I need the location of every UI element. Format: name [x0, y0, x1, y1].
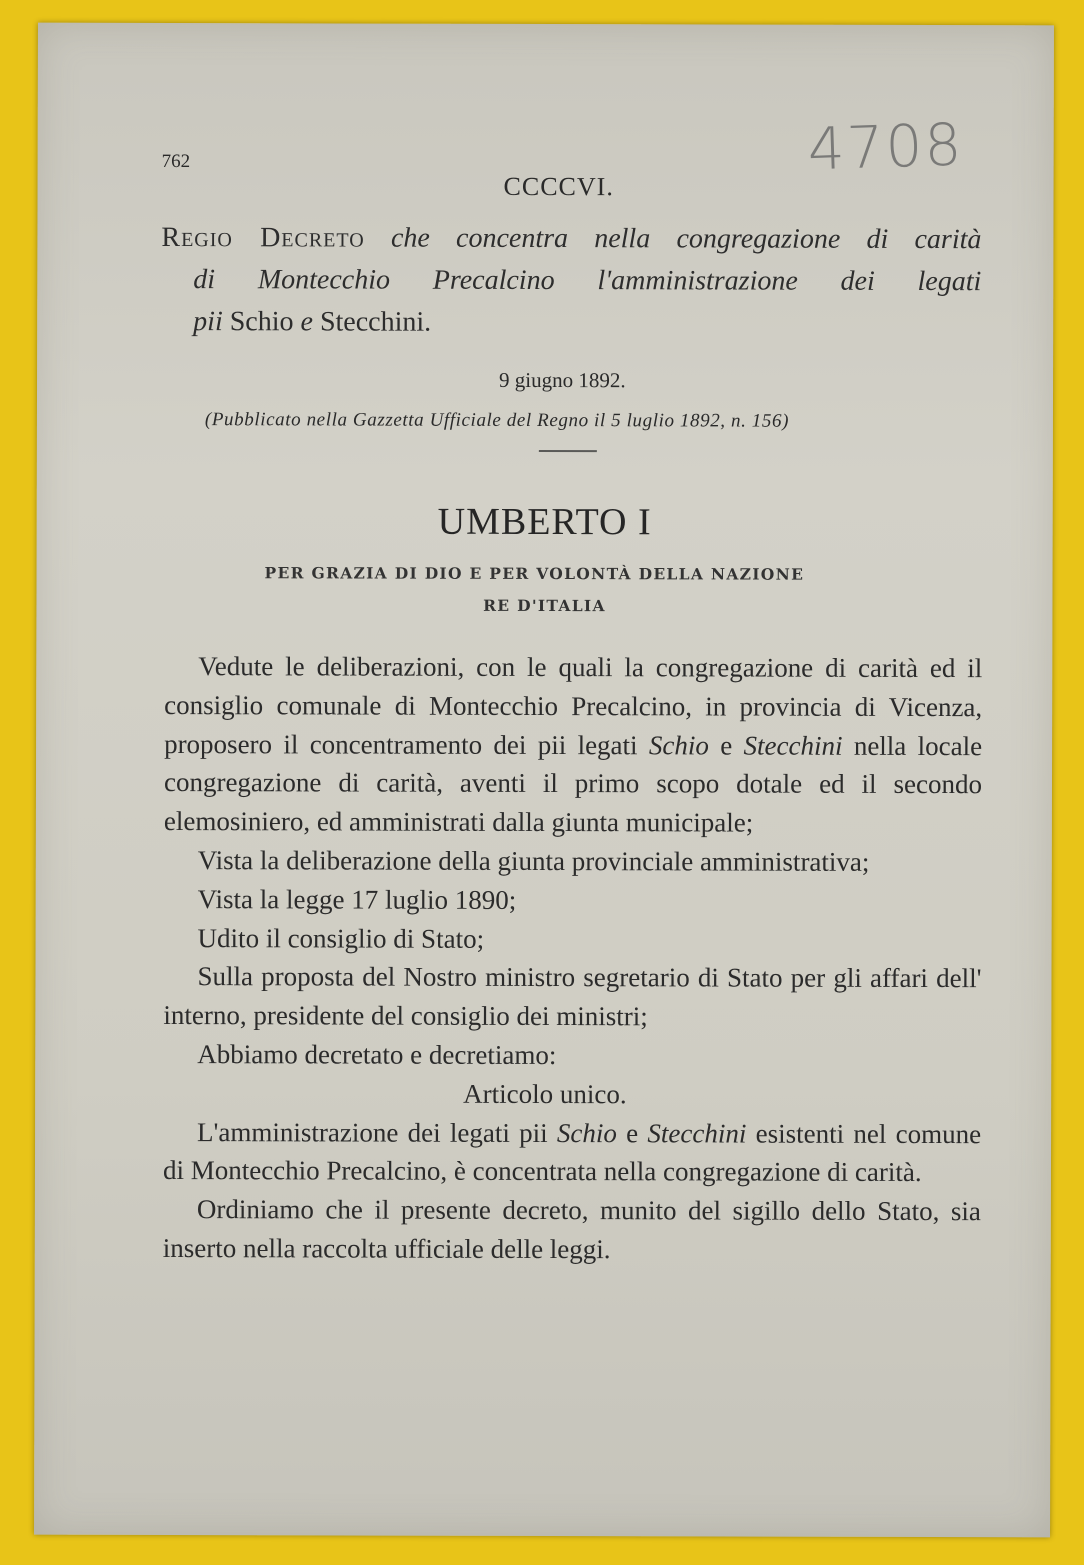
- grace-line: PER GRAZIA DI DIO E PER VOLONTÀ DELLA NAZIONE: [264, 563, 805, 584]
- decree-title-lead: Regio Decreto: [161, 221, 365, 254]
- page-number: 762: [161, 150, 191, 173]
- document-page: [34, 23, 1054, 1538]
- paragraph-vedute: [164, 647, 983, 843]
- conjunction-2: e: [626, 1117, 639, 1148]
- legato-stecchini-2: Stecchini: [647, 1117, 747, 1149]
- conjunction: e: [720, 730, 733, 761]
- decree-title-line-2: di Montecchio Precalcino l'amministrazione dei legati: [193, 264, 982, 298]
- paragraph-vista-legge: Vista la legge 17 luglio 1890;: [197, 883, 517, 915]
- paragraph-proposta: Sulla proposta del Nostro ministro segretario di Stato per gli affari dell' interno, presidente del consiglio dei ministri;: [163, 961, 982, 1032]
- paragraph-vista-deliberazione: Vista la deliberazione della giunta provinciale amministrativa;: [197, 845, 870, 877]
- publication-note: (Pubblicato nella Gazzetta Ufficiale del Regno il 5 luglio 1892, n. 156): [204, 409, 790, 432]
- decree-title: [161, 217, 981, 345]
- legato-stecchini: Stecchini: [743, 730, 843, 761]
- paragraph-amministrazione-text-a: L'amministrazione dei legati pii: [197, 1116, 548, 1148]
- paragraph-decretato: Abbiamo decretato e decretiamo:: [197, 1039, 557, 1071]
- decree-title-schio: Schio: [229, 306, 294, 338]
- decree-title-line1-rest: che concentra nella congregazione di carità: [390, 222, 982, 256]
- realm-line: RE D'ITALIA: [483, 595, 606, 616]
- decree-title-pii: pii: [193, 306, 223, 338]
- handwritten-note: 4708: [806, 110, 965, 184]
- paragraph-amministrazione-text-b: esistenti nel comune di Montecchio Precalcino, è concentrata nella congregazione di carità.: [162, 1118, 982, 1188]
- paragraph-vedute-text-a: Vedute le deliberazioni, con le quali la congregazione di carità ed il consiglio comunale di Montecchio Precalcino, in provincia di Vicenza, proposero il concentramento dei pii legati: [164, 651, 983, 760]
- decree-body: [163, 647, 983, 1270]
- paragraph-vedute-text-b: nella locale congregazione di carità, aventi il primo scopo dotale ed il secondo elemosiniero, ed amministrati dalla giunta municipale;: [163, 730, 983, 838]
- legato-schio: Schio: [648, 729, 709, 761]
- article-heading: Articolo unico.: [463, 1078, 627, 1109]
- decree-title-line-1: [161, 217, 981, 261]
- divider: [539, 450, 597, 452]
- decree-title-line-3: [161, 301, 981, 345]
- decree-title-conj: e: [300, 306, 314, 338]
- paragraph-amministrazione: [163, 1113, 981, 1193]
- paragraph-udito: Udito il consiglio di Stato;: [197, 922, 485, 954]
- decree-title-stecchini: Stecchini.: [319, 306, 432, 338]
- sovereign-name: UMBERTO I: [437, 500, 652, 544]
- decree-date: 9 giugno 1892.: [499, 367, 626, 393]
- decree-number: CCCCVI.: [503, 171, 614, 202]
- legato-schio-2: Schio: [556, 1117, 617, 1148]
- paragraph-ordiniamo: Ordiniamo che il presente decreto, munito del sigillo dello Stato, sia inserto nella raccolta ufficiale delle leggi.: [162, 1194, 981, 1265]
